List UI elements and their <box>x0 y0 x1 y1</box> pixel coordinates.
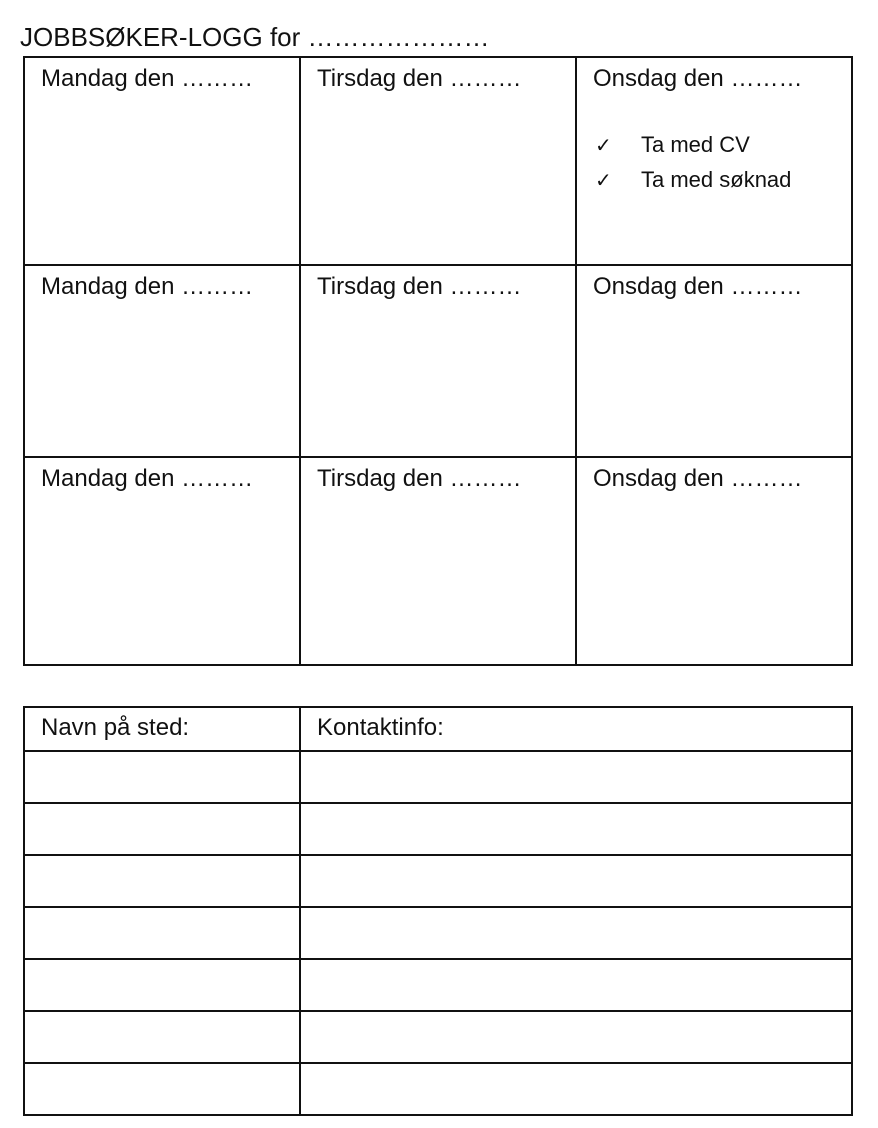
checklist-item <box>595 128 835 163</box>
place-name-cell[interactable] <box>24 1011 300 1063</box>
day-label-monday: Mandag den ……… <box>41 465 254 492</box>
table-row <box>24 855 852 907</box>
contact-info-cell[interactable] <box>300 803 852 855</box>
log-cell-monday[interactable] <box>24 457 300 665</box>
log-row <box>24 57 852 265</box>
log-cell-monday[interactable] <box>24 57 300 265</box>
table-row <box>24 751 852 803</box>
contact-info-cell[interactable] <box>300 1011 852 1063</box>
log-cell-wednesday[interactable] <box>576 57 852 265</box>
contact-info-cell[interactable] <box>300 959 852 1011</box>
contact-info-cell[interactable] <box>300 855 852 907</box>
day-label-wednesday: Onsdag den ……… <box>593 273 803 300</box>
place-name-cell[interactable] <box>24 959 300 1011</box>
table-row <box>24 907 852 959</box>
contact-info-cell[interactable] <box>300 751 852 803</box>
place-name-cell[interactable] <box>24 1063 300 1115</box>
place-name-cell[interactable] <box>24 907 300 959</box>
check-mark-icon: ✓ <box>595 170 612 192</box>
day-label-tuesday: Tirsdag den ……… <box>317 465 522 492</box>
check-mark-icon: ✓ <box>595 135 612 157</box>
checklist-item-label: Ta med søknad <box>641 167 792 192</box>
table-row <box>24 959 852 1011</box>
day-label-monday: Mandag den ……… <box>41 273 254 300</box>
log-row <box>24 457 852 665</box>
place-name-cell[interactable] <box>24 855 300 907</box>
table-row <box>24 1011 852 1063</box>
checklist-item <box>595 163 835 198</box>
day-label-tuesday: Tirsdag den ……… <box>317 273 522 300</box>
day-label-wednesday: Onsdag den ……… <box>593 65 803 92</box>
log-cell-wednesday[interactable] <box>576 457 852 665</box>
log-cell-tuesday[interactable] <box>300 265 576 457</box>
checklist-item-label: Ta med CV <box>641 132 750 157</box>
contact-table-header <box>24 707 852 751</box>
table-row <box>24 803 852 855</box>
day-label-monday: Mandag den ……… <box>41 65 254 92</box>
contact-info-cell[interactable] <box>300 1063 852 1115</box>
page-title: JOBBSØKER-LOGG for ………………… <box>20 22 490 52</box>
place-name-cell[interactable] <box>24 751 300 803</box>
log-row <box>24 265 852 457</box>
contact-info-cell[interactable] <box>300 907 852 959</box>
log-cell-tuesday[interactable] <box>300 57 576 265</box>
log-cell-wednesday[interactable] <box>576 265 852 457</box>
place-name-cell[interactable] <box>24 803 300 855</box>
weekly-log-table <box>23 56 853 666</box>
contact-table <box>23 706 853 1116</box>
table-row <box>24 1063 852 1115</box>
checklist <box>593 128 835 198</box>
column-header-name: Navn på sted: <box>24 707 300 751</box>
day-label-wednesday: Onsdag den ……… <box>593 465 803 492</box>
day-label-tuesday: Tirsdag den ……… <box>317 65 522 92</box>
log-cell-monday[interactable] <box>24 265 300 457</box>
column-header-info: Kontaktinfo: <box>300 707 852 751</box>
log-cell-tuesday[interactable] <box>300 457 576 665</box>
